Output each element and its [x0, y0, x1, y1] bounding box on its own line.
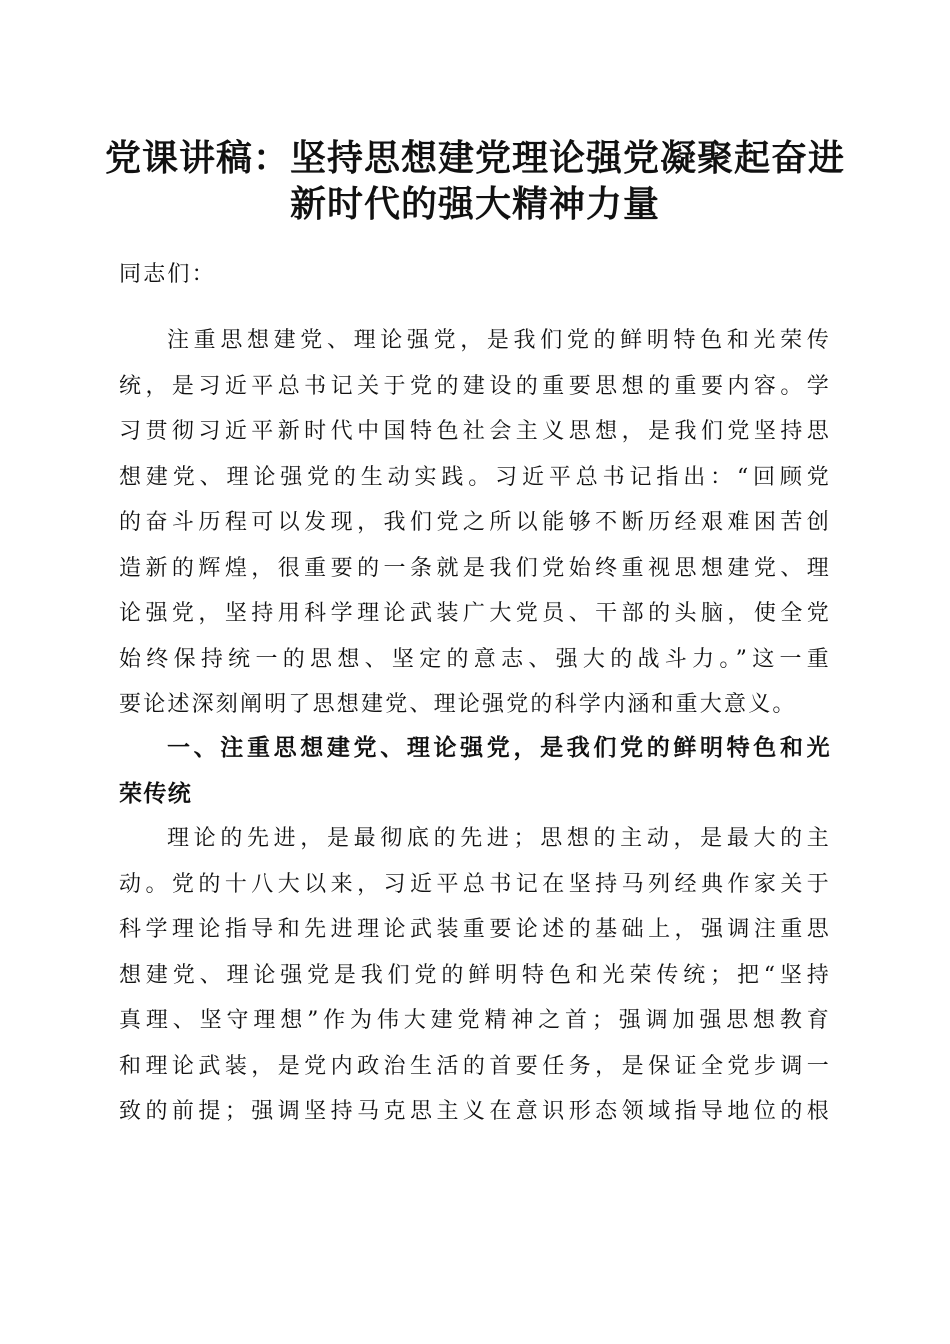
paragraph-line: 论强党，坚持用科学理论武装广大党员、干部的头脑，使全党	[119, 601, 831, 626]
paragraph-line: 理论的先进，是最彻底的先进；思想的主动，是最大的主	[167, 826, 831, 851]
paragraph-line: 想建党、理论强党是我们党的鲜明特色和光荣传统；把“坚持	[119, 962, 831, 988]
paragraph-line: 动。党的十八大以来，习近平总书记在坚持马列经典作家关于	[119, 871, 831, 897]
section-heading-1	[119, 726, 831, 817]
paragraph-1	[119, 318, 831, 728]
paragraph-line: 要论述深刻阐明了思想建党、理论强党的科学内涵和重大意义。	[119, 692, 797, 717]
salutation-text: 同志们：	[119, 262, 216, 287]
paragraph-line: 想建党、理论强党的生动实践。习近平总书记指出：“回顾党	[119, 464, 831, 490]
heading-line: 荣传统	[119, 780, 193, 807]
heading-line: 一、注重思想建党、理论强党，是我们党的鲜明特色和光	[167, 735, 831, 761]
paragraph-line: 科学理论指导和先进理论武装重要论述的基础上，强调注重思	[119, 917, 831, 942]
paragraph-line: 致的前提；强调坚持马克思主义在意识形态领域指导地位的根	[119, 1099, 831, 1124]
paragraph-2	[119, 816, 831, 1135]
document-title-line-1: 党课讲稿：坚持思想建党理论强党凝聚起奋进	[104, 137, 845, 179]
paragraph-line: 统，是习近平总书记关于党的建设的重要思想的重要内容。学	[119, 373, 831, 399]
paragraph-line: 习贯彻习近平新时代中国特色社会主义思想，是我们党坚持思	[119, 419, 831, 444]
paragraph-line: 造新的辉煌，很重要的一条就是我们党始终重视思想建党、理	[119, 555, 831, 581]
paragraph-line: 注重思想建党、理论强党，是我们党的鲜明特色和光荣传	[167, 328, 831, 353]
document-title-line-2: 新时代的强大精神力量	[289, 183, 660, 225]
salutation	[119, 252, 831, 298]
paragraph-line: 真理、坚守理想”作为伟大建党精神之首；强调加强思想教育	[119, 1008, 831, 1033]
paragraph-line: 和理论武装，是党内政治生活的首要任务，是保证全党步调一	[119, 1053, 831, 1079]
paragraph-line: 的奋斗历程可以发现，我们党之所以能够不断历经艰难困苦创	[119, 510, 831, 535]
paragraph-line: 始终保持统一的思想、坚定的意志、强大的战斗力。”这一重	[119, 646, 831, 672]
